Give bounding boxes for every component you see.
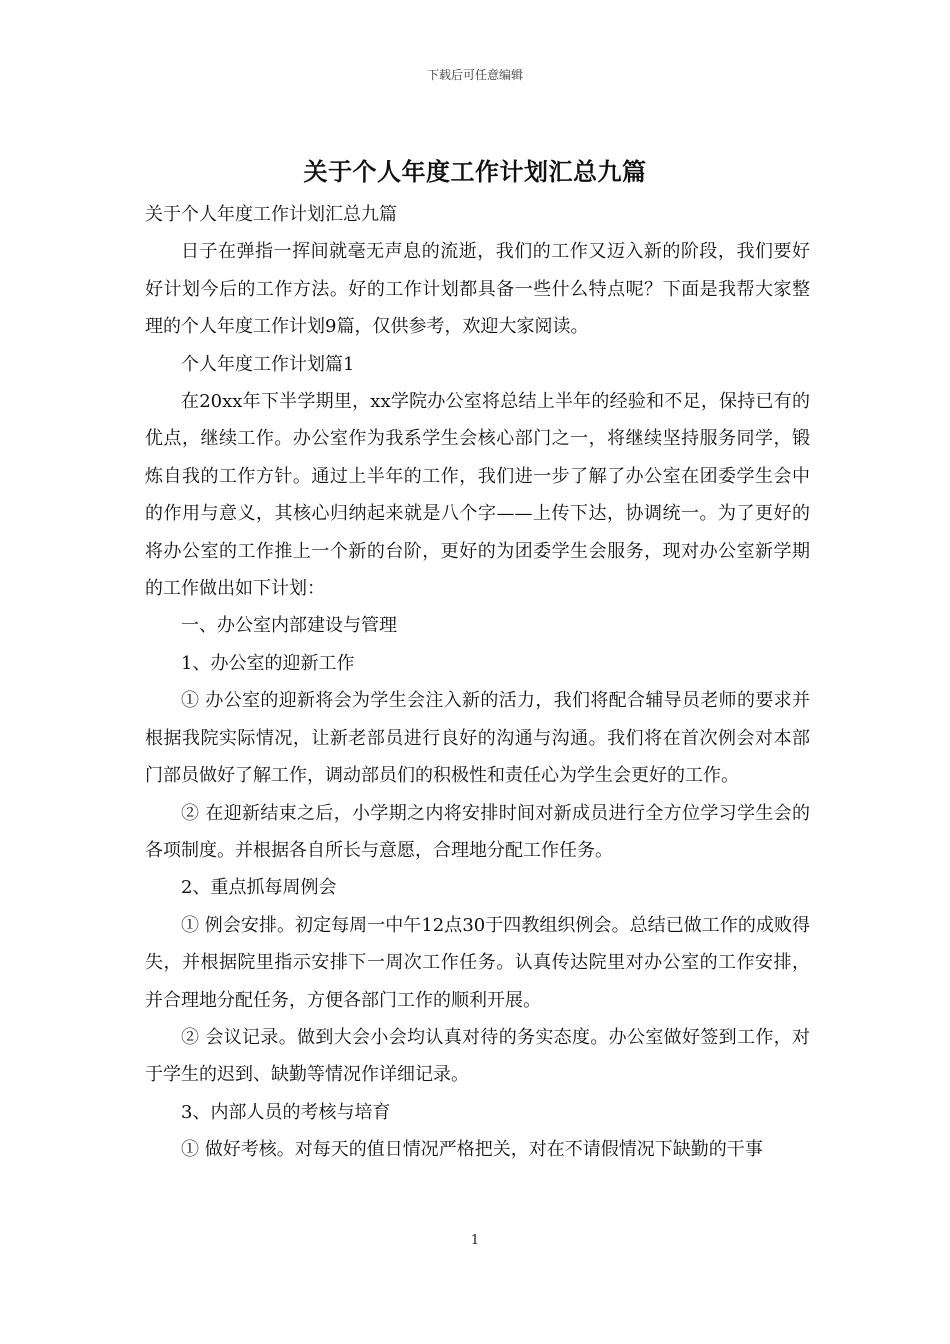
heading-welcome-work: 1、办公室的迎新工作 bbox=[181, 652, 355, 674]
page-number: 1 bbox=[470, 1233, 480, 1248]
paragraph-meeting-item-1: ① 例会安排。初定每周一中午12点30于四教组织例会。总结已做工作的成败得失，并根据院里指示安排下一周次工作任务。认真传达院里对办公室的工作安排，并合理地分配任务，方便各部门工作的顺利开展。 bbox=[145, 914, 810, 1011]
section-heading-plan-1: 个人年度工作计划篇1 bbox=[181, 353, 355, 375]
paragraph-plan-1-overview: 在20xx年下半学期里，xx学院办公室将总结上半年的经验和不足，保持已有的优点，继续工作。办公室作为我系学生会核心部门之一，将继续坚持服务同学，锻炼自我的工作方针。通过上半年的工作，我们进一步了解了办公室在团委学生会中的作用与意义，其核心归纳起来就是八个字——上传下达，协调统一。为了更好的将办公室的工作推上一个新的台阶，更好的为团委学生会服务，现对办公室新学期的工作做出如下计划： bbox=[145, 391, 810, 600]
paragraph-welcome-item-2: ② 在迎新结束之后，小学期之内将安排时间对新成员进行全方位学习学生会的各项制度。并根据各自所长与意愿，合理地分配工作任务。 bbox=[145, 802, 810, 861]
heading-staff-assessment: 3、内部人员的考核与培育 bbox=[181, 1101, 391, 1123]
document-title: 关于个人年度工作计划汇总九篇 bbox=[303, 157, 647, 186]
document-body bbox=[145, 196, 810, 1169]
paragraph-meeting-item-2: ② 会议记录。做到大会小会均认真对待的务实态度。办公室做好签到工作，对于学生的迟到、缺勤等情况作详细记录。 bbox=[145, 1026, 810, 1086]
paragraph-assessment-item-1: ① 做好考核。对每天的值日情况严格把关，对在不请假情况下缺勤的干事 bbox=[181, 1139, 763, 1161]
heading-internal-management: 一、办公室内部建设与管理 bbox=[181, 615, 397, 637]
paragraph-subtitle: 关于个人年度工作计划汇总九篇 bbox=[145, 204, 397, 225]
paragraph-intro: 日子在弹指一挥间就毫无声息的流逝，我们的工作又迈入新的阶段，我们要好好计划今后的工作方法。好的工作计划都具备一些什么特点呢？下面是我帮大家整理的个人年度工作计划9篇，仅供参考，欢迎大家阅读。 bbox=[145, 241, 810, 338]
heading-weekly-meeting: 2、重点抓每周例会 bbox=[181, 877, 337, 899]
page-header-note: 下载后可任意编辑 bbox=[426, 68, 523, 82]
paragraph-welcome-item-1: ① 办公室的迎新将会为学生会注入新的活力，我们将配合辅导员老师的要求并根据我院实际情况，让新老部员进行良好的沟通与沟通。我们将在首次例会对本部门部员做好了解工作，调动部员们的积极性和责任心为学生会更好的工作。 bbox=[145, 690, 810, 787]
